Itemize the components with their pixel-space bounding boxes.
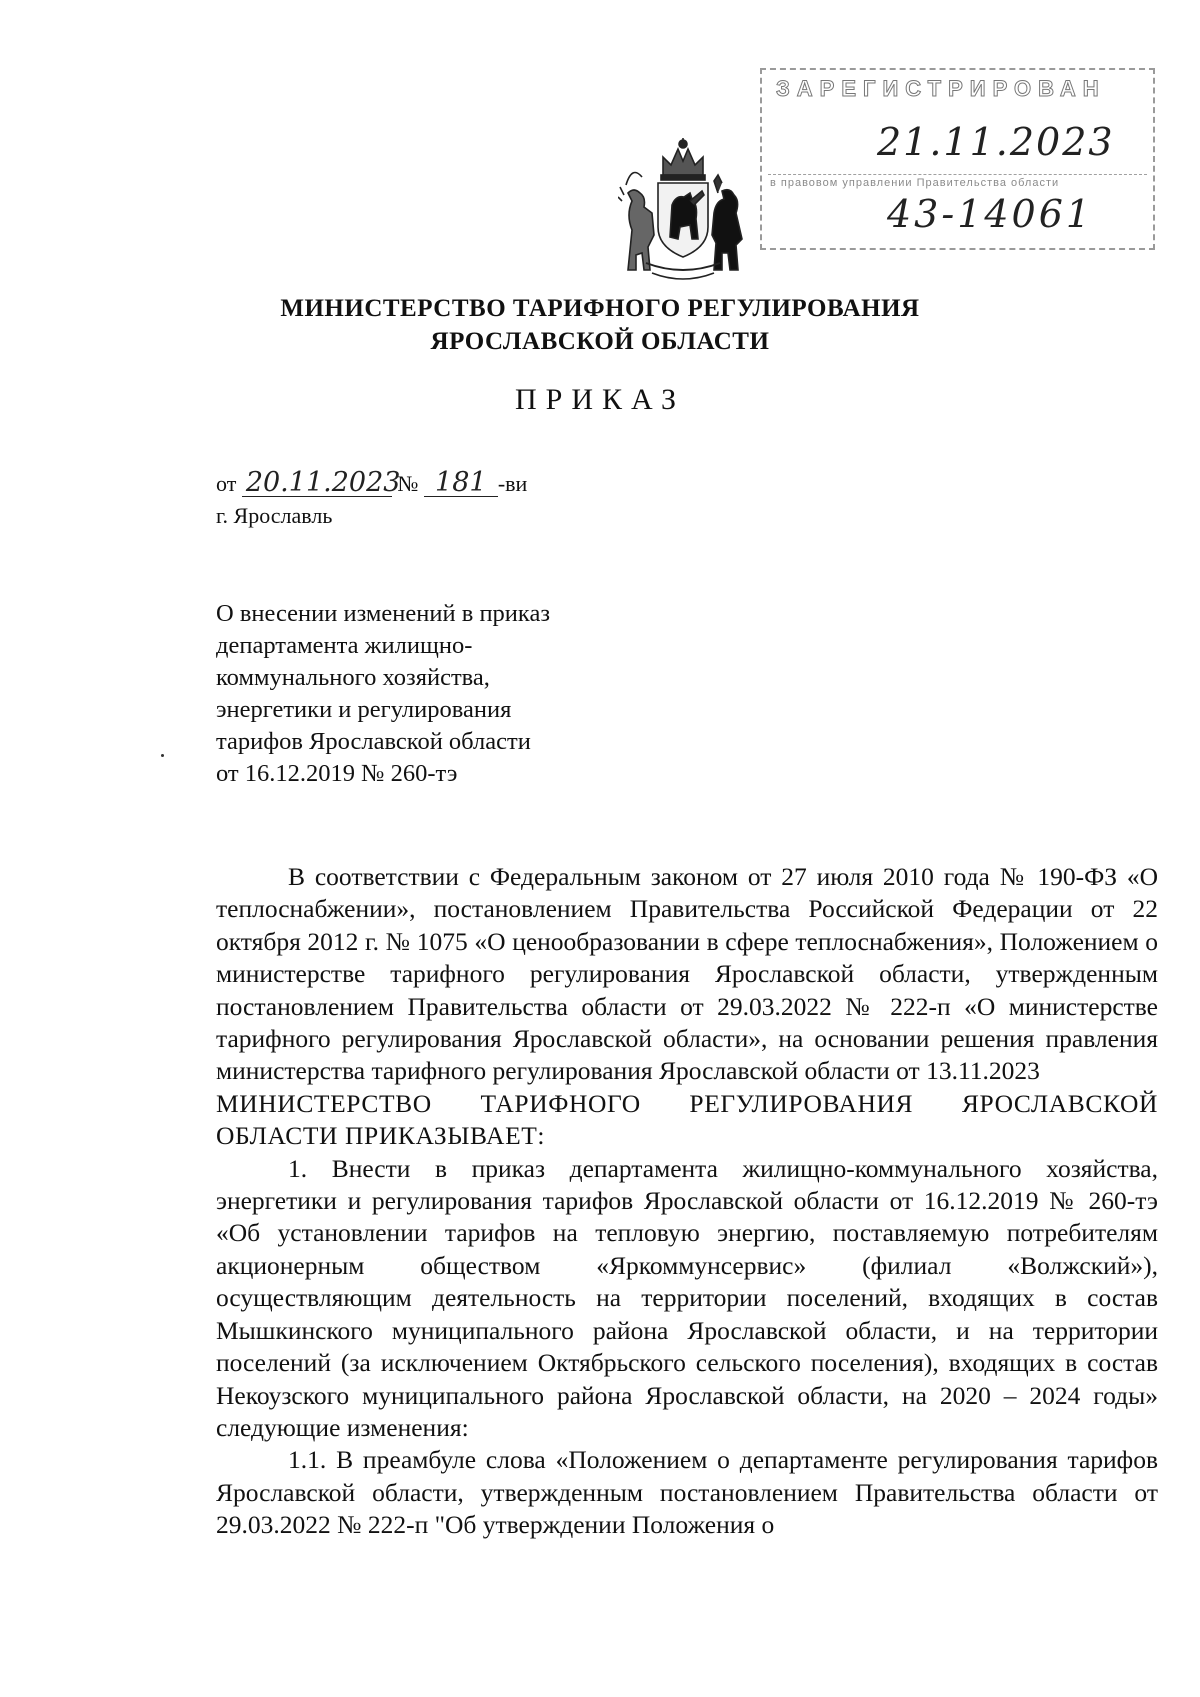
number-label: № bbox=[397, 471, 419, 496]
subject-line: коммунального хозяйства, bbox=[216, 664, 490, 691]
ministry-name-line1: МИНИСТЕРСТВО ТАРИФНОГО РЕГУЛИРОВАНИЯ bbox=[280, 295, 920, 322]
order-statement: МИНИСТЕРСТВО ТАРИФНОГО РЕГУЛИРОВАНИЯ ЯРОСЛАВСКОЙ ОБЛАСТИ ПРИКАЗЫВАЕТ: bbox=[216, 1088, 1158, 1151]
stamp-date: 21.11.2023 bbox=[877, 120, 1115, 164]
order-date-number-line bbox=[216, 467, 528, 498]
stamp-registration-number: 43-14061 bbox=[887, 192, 1094, 236]
yaroslavl-coat-of-arms-icon bbox=[618, 135, 748, 285]
coat-of-arms-drawing bbox=[618, 135, 748, 285]
preamble-paragraph: В соответствии с Федеральным законом от 27 июля 2010 года № 190-ФЗ «О теплоснабжении», постановлением Правительства Российской Федерации от 22 октября 2012 г. № 1075 «О ценообразовании в сфере теплоснабжения», Положением о министерстве тарифного регулирования Ярославской области, утвержденным постановлением Правительства области от 29.03.2022 № 222-п «О министерстве тарифного регулирования Ярославской области», на основании решения правления министерства тарифного регулирования Ярославской области от 13.11.2023 bbox=[216, 862, 1158, 1086]
from-label: от bbox=[216, 471, 237, 496]
stray-mark bbox=[161, 754, 164, 757]
ministry-header bbox=[0, 292, 1200, 358]
stamp-subtitle: в правовом управлении Правительства области bbox=[770, 177, 1060, 189]
item-1-paragraph: 1. Внести в приказ департамента жилищно-коммунального хозяйства, энергетики и регулирования тарифов Ярославской области от 16.12.2019 № 260-тэ «Об установлении тарифов на тепловую энергию, поставляемую потребителям акционерным обществом «Яркоммунсервис» (филиал «Волжский»), осуществляющим деятельность на территории поселений, входящих в состав Мышкинского муниципального района Ярославской области, и на территории поселений (за исключением Октябрьского сельского поселения), входящих в состав Некоузского муниципального района Ярославской области, на 2020 – 2024 годы» следующие изменения: bbox=[216, 1153, 1158, 1442]
handwritten-order-date: 20.11.2023 bbox=[242, 470, 392, 497]
handwritten-order-number: 181 bbox=[424, 470, 498, 497]
subject-line: от 16.12.2019 № 260-тэ bbox=[216, 760, 458, 787]
ministry-name-line2: ЯРОСЛАВСКОЙ ОБЛАСТИ bbox=[430, 328, 770, 355]
registration-stamp bbox=[760, 68, 1155, 250]
order-body bbox=[216, 861, 1158, 1542]
city-label: г. Ярославль bbox=[216, 503, 333, 528]
item-1-1-paragraph: 1.1. В преамбуле слова «Положением о департаменте регулирования тарифов Ярославской области, утвержденным постановлением Правительства области от 29.03.2022 № 222-п "Об утверждении Положения о bbox=[216, 1445, 1158, 1540]
order-subject bbox=[216, 598, 646, 790]
subject-line: тарифов Ярославской области bbox=[216, 728, 531, 755]
stamp-divider bbox=[768, 174, 1147, 175]
subject-line: О внесении изменений в приказ bbox=[216, 600, 551, 627]
subject-line: департамента жилищно- bbox=[216, 632, 473, 659]
stamp-title: ЗАРЕГИСТРИРОВАН bbox=[776, 76, 1106, 101]
order-number-suffix: -ви bbox=[497, 471, 528, 496]
subject-line: энергетики и регулирования bbox=[216, 696, 512, 723]
document-type-title: ПРИКАЗ bbox=[515, 383, 685, 416]
